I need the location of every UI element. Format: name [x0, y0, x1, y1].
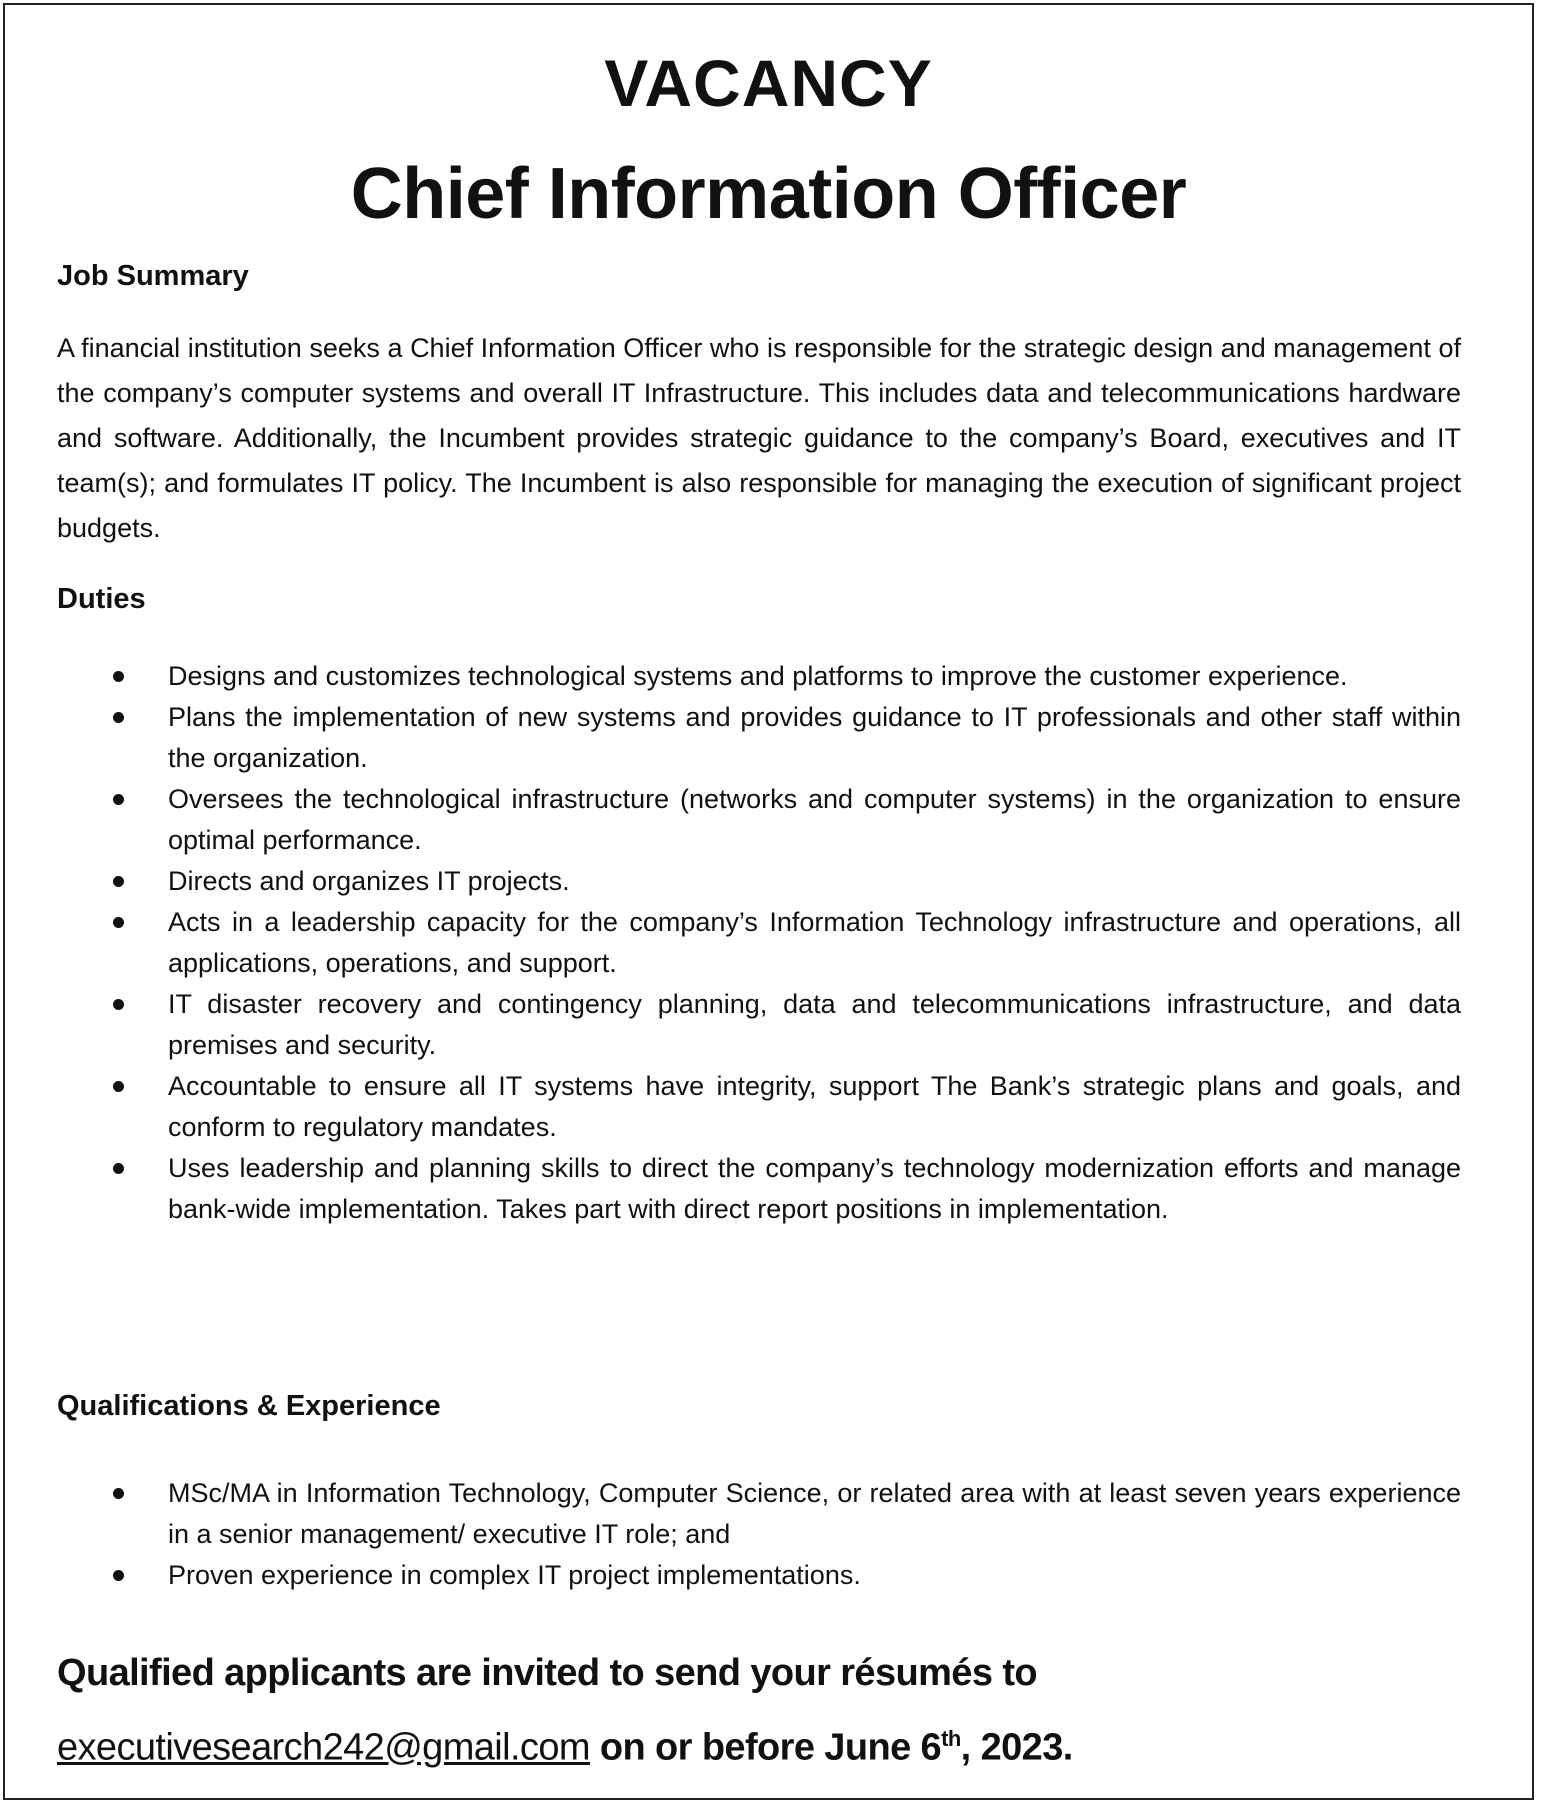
- bullet-icon: [113, 1163, 124, 1174]
- list-item: [57, 779, 1461, 861]
- vacancy-notice: [3, 3, 1534, 1800]
- list-item: [57, 861, 1461, 902]
- bullet-icon: [113, 917, 124, 928]
- job-title: Chief Information Officer: [350, 154, 1187, 234]
- application-intro: Qualified applicants are invited to send your résumés to: [57, 1652, 1037, 1694]
- qualification-text: MSc/MA in Information Technology, Computer Science, or related area with at least seven years experience in a senior management/ executive IT role; and: [168, 1478, 1461, 1549]
- bullet-icon: [113, 671, 124, 682]
- list-item: [57, 1066, 1461, 1148]
- list-item: [57, 1555, 1461, 1596]
- email-link[interactable]: executivesearch242@gmail.com: [57, 1726, 590, 1769]
- date-suffix: th: [941, 1726, 961, 1751]
- application-instructions: [57, 1640, 1522, 1781]
- list-item: [57, 984, 1461, 1066]
- duty-text: Oversees the technological infrastructure (networks and computer systems) in the organization to ensure optimal performance.: [168, 784, 1461, 855]
- bullet-icon: [113, 794, 124, 805]
- list-item: [57, 902, 1461, 984]
- duty-text: Acts in a leadership capacity for the company’s Information Technology infrastructure and operations, all applications, operations, and support.: [168, 907, 1461, 978]
- bullet-icon: [113, 1488, 124, 1499]
- bullet-icon: [113, 999, 124, 1010]
- job-summary-heading: Job Summary: [57, 260, 249, 292]
- bullet-icon: [113, 1081, 124, 1092]
- job-summary-text: A financial institution seeks a Chief Information Officer who is responsible for the strategic design and management of the company’s computer systems and overall IT Infrastructure. This includes data and telecommunications hardware and software. Additionally, the Incumbent provides strategic guidance to the company’s Board, executives and IT team(s); and formulates IT policy. The Incumbent is also responsible for managing the execution of significant project budgets.: [57, 333, 1461, 543]
- duty-text: Plans the implementation of new systems and provides guidance to IT professionals and other staff within the organization.: [168, 702, 1461, 773]
- duty-text: Designs and customizes technological systems and platforms to improve the customer experience.: [168, 661, 1348, 691]
- deadline-year: , 2023.: [960, 1726, 1073, 1769]
- bullet-icon: [113, 712, 124, 723]
- qualifications-heading: Qualifications & Experience: [57, 1390, 441, 1422]
- duties-list: [57, 656, 1461, 1230]
- list-item: [57, 1473, 1461, 1555]
- list-item: [57, 697, 1461, 779]
- duty-text: Uses leadership and planning skills to direct the company’s technology modernization efforts and manage bank-wide implementation. Takes part with direct report positions in implementation.: [168, 1153, 1461, 1224]
- qualifications-list: [57, 1473, 1461, 1596]
- duty-text: Accountable to ensure all IT systems have integrity, support The Bank’s strategic plans and goals, and conform to regulatory mandates.: [168, 1071, 1461, 1142]
- list-item: [57, 1148, 1461, 1230]
- duty-text: IT disaster recovery and contingency planning, data and telecommunications infrastructure, and data premises and security.: [168, 989, 1461, 1060]
- application-deadline: on or before June 6: [589, 1726, 942, 1769]
- qualification-text: Proven experience in complex IT project implementations.: [168, 1560, 861, 1590]
- list-item: [57, 656, 1461, 697]
- bullet-icon: [113, 1570, 124, 1581]
- duty-text: Directs and organizes IT projects.: [168, 866, 570, 896]
- bullet-icon: [113, 876, 124, 887]
- vacancy-title: VACANCY: [604, 46, 933, 120]
- duties-heading: Duties: [57, 583, 146, 615]
